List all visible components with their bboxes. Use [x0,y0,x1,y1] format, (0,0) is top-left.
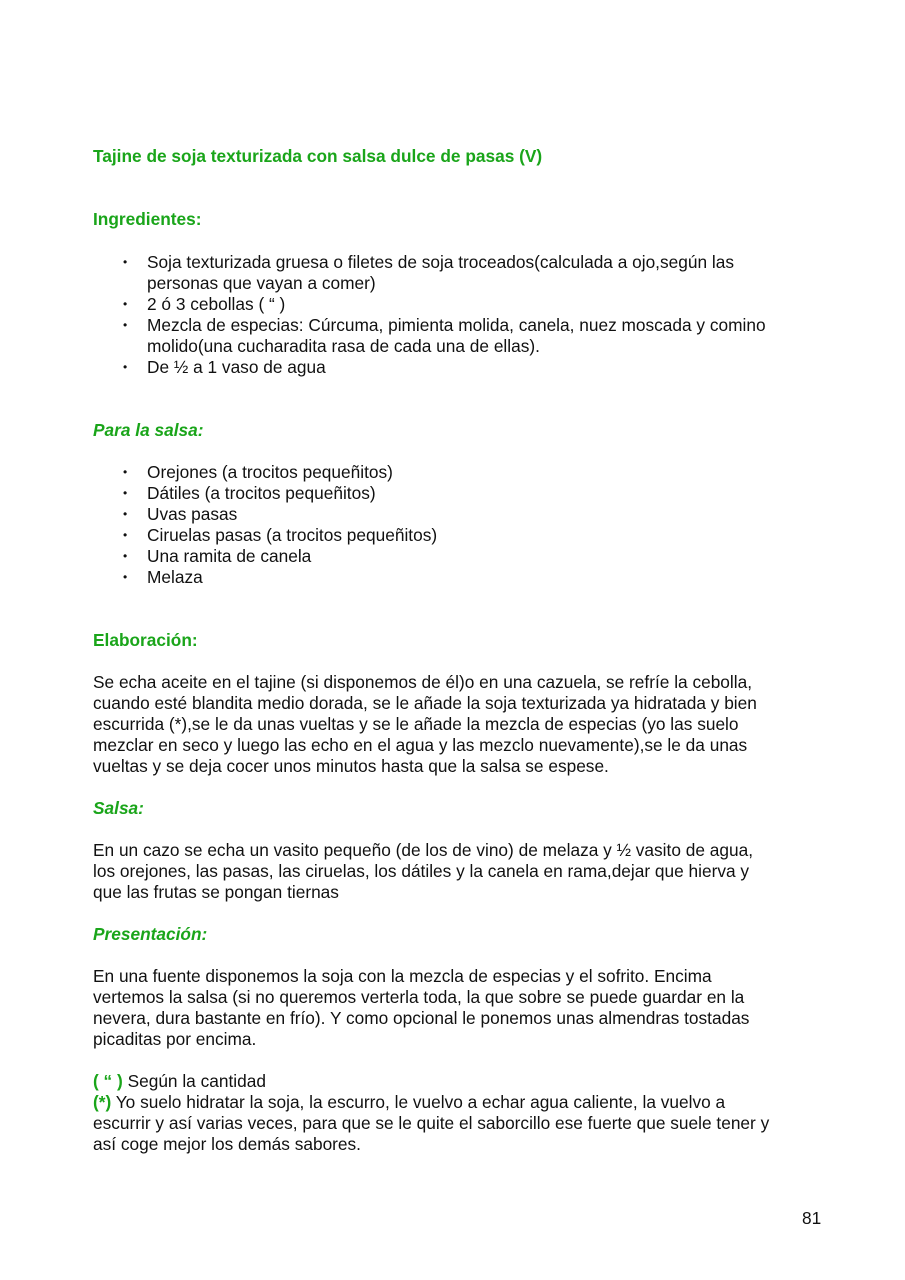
bullet-icon: • [123,255,128,269]
list-item [93,462,437,483]
presentation-text [93,966,749,1050]
list-item [93,567,437,588]
paragraph-line: Se echa aceite en el tajine (si disponemos de él)o en una cazuela, se refríe la cebolla, [93,672,753,692]
list-item [93,525,437,546]
paragraph-line: escurrida (*),se le da unas vueltas y se le añade la mezcla de especias (yo las suelo [93,714,739,734]
list-item-text: molido(una cucharadita rasa de cada una de ellas). [147,336,540,356]
paragraph-line: los orejones, las pasas, las ciruelas, los dátiles y la canela en rama,dejar que hierva y [93,861,750,881]
list-item-text: Ciruelas pasas (a trocitos pequeñitos) [147,525,438,545]
page-number: 81 [802,1208,822,1228]
paragraph-line: mezclar en seco y luego las echo en el agua y las mezclo nuevamente),se le da unas [93,735,748,755]
presentation-heading: Presentación: [93,924,208,944]
bullet-icon: • [123,507,128,521]
bullet-icon: • [123,297,128,311]
list-item-text: Soja texturizada gruesa o filetes de soja troceados(calculada a ojo,según las [147,252,734,272]
sauce-ingredients-heading: Para la salsa: [93,420,204,440]
list-item [93,315,766,357]
list-item-text: Una ramita de canela [147,546,312,566]
list-item-text: Uvas pasas [147,504,238,524]
note-marker: ( “ ) [93,1071,123,1091]
paragraph-line: vueltas y se deja cocer unos minutos hasta que la salsa se espese. [93,756,609,776]
note-text: Yo suelo hidratar la soja, la escurro, le vuelvo a echar agua caliente, la vuelvo a [111,1092,726,1112]
paragraph-line: cuando esté blandita medio dorada, se le añade la soja texturizada ya hidratada y bien [93,693,757,713]
list-item-text: Melaza [147,567,203,587]
bullet-icon: • [123,360,128,374]
bullet-icon: • [123,465,128,479]
bullet-icon: • [123,528,128,542]
bullet-icon: • [123,486,128,500]
sauce-ingredients-list [93,462,437,588]
note-marker: (*) [93,1092,112,1112]
paragraph-line: nevera, dura bastante en frío). Y como opcional le ponemos unas almendras tostadas [93,1008,750,1028]
paragraph-line: En una fuente disponemos la soja con la mezcla de especias y el sofrito. Encima [93,966,712,986]
paragraph-line: que las frutas se pongan tiernas [93,882,339,902]
list-item [93,294,766,315]
elaboration-heading: Elaboración: [93,630,198,650]
paragraph-line: picaditas por encima. [93,1029,257,1049]
bullet-icon: • [123,549,128,563]
sauce-text [93,840,753,903]
list-item [93,504,437,525]
note-hydrate [93,1092,769,1113]
list-item-text: personas que vayan a comer) [147,273,376,293]
paragraph-line: En un cazo se echa un vasito pequeño (de los de vino) de melaza y ½ vasito de agua, [93,840,753,860]
list-item-text: Orejones (a trocitos pequeñitos) [147,462,393,482]
ingredients-heading: Ingredientes: [93,209,202,229]
paragraph-line: vertemos la salsa (si no queremos verterla toda, la que sobre se puede guardar en la [93,987,745,1007]
list-item-text: Dátiles (a trocitos pequeñitos) [147,483,376,503]
ingredients-list [93,252,766,378]
list-item-text: 2 ó 3 cebollas ( “ ) [147,294,286,314]
sauce-heading: Salsa: [93,798,144,818]
note-quantity [93,1071,769,1092]
list-item [93,252,766,294]
list-item [93,546,437,567]
note-text: Según la cantidad [122,1071,266,1091]
note-text: escurrir y así varias veces, para que se le quite el saborcillo ese fuerte que suele tener y [93,1113,770,1133]
notes [93,1071,769,1155]
list-item [93,483,437,504]
list-item-text: De ½ a 1 vaso de agua [147,357,326,377]
list-item [93,357,766,378]
list-item-text: Mezcla de especias: Cúrcuma, pimienta molida, canela, nuez moscada y comino [147,315,766,335]
note-text: así coge mejor los demás sabores. [93,1134,361,1154]
bullet-icon: • [123,570,128,584]
elaboration-text [93,672,757,777]
recipe-title: Tajine de soja texturizada con salsa dulce de pasas (V) [93,146,543,166]
bullet-icon: • [123,318,128,332]
